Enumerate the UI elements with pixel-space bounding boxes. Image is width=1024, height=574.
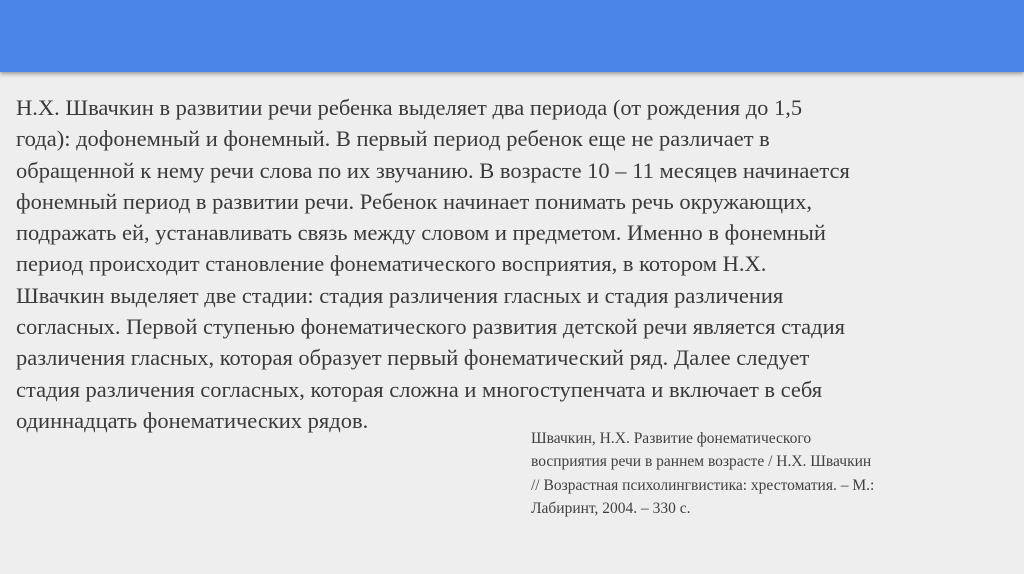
citation: Швачкин, Н.Х. Развитие фонематического восприятия речи в раннем возрасте / Н.Х. Швачкин // Возрастная психолингвистика: хрестоматия. – М.: Лабиринт, 2004. – 330 с.	[531, 430, 875, 517]
main-text: Н.Х. Швачкин в развитии речи ребенка выделяет два периода (от рождения до 1,5 года): дофонемный и фонемный. В первый период ребенок еще не различает в обращенной к нему речи слова по их звучанию. В возрасте 10 – 11 месяцев начинается фонемный период в развитии речи. Ребенок начинает понимать речь окружающих, подражать ей, устанавливать связь между словом и предметом. Именно в фонемный период происходит становление фонематического восприятия, в котором Н.Х. Швачкин выделяет две стадии: стадия различения гласных и стадия различения согласных. Первой ступенью фонематического развития детской речи является стадия различения гласных, которая образует первый фонематический ряд. Далее следует стадия различения согласных, которая сложна и многоступенчата и включает в себя одиннадцать фонематических рядов.	[16, 95, 850, 433]
header-bar	[0, 0, 1024, 72]
